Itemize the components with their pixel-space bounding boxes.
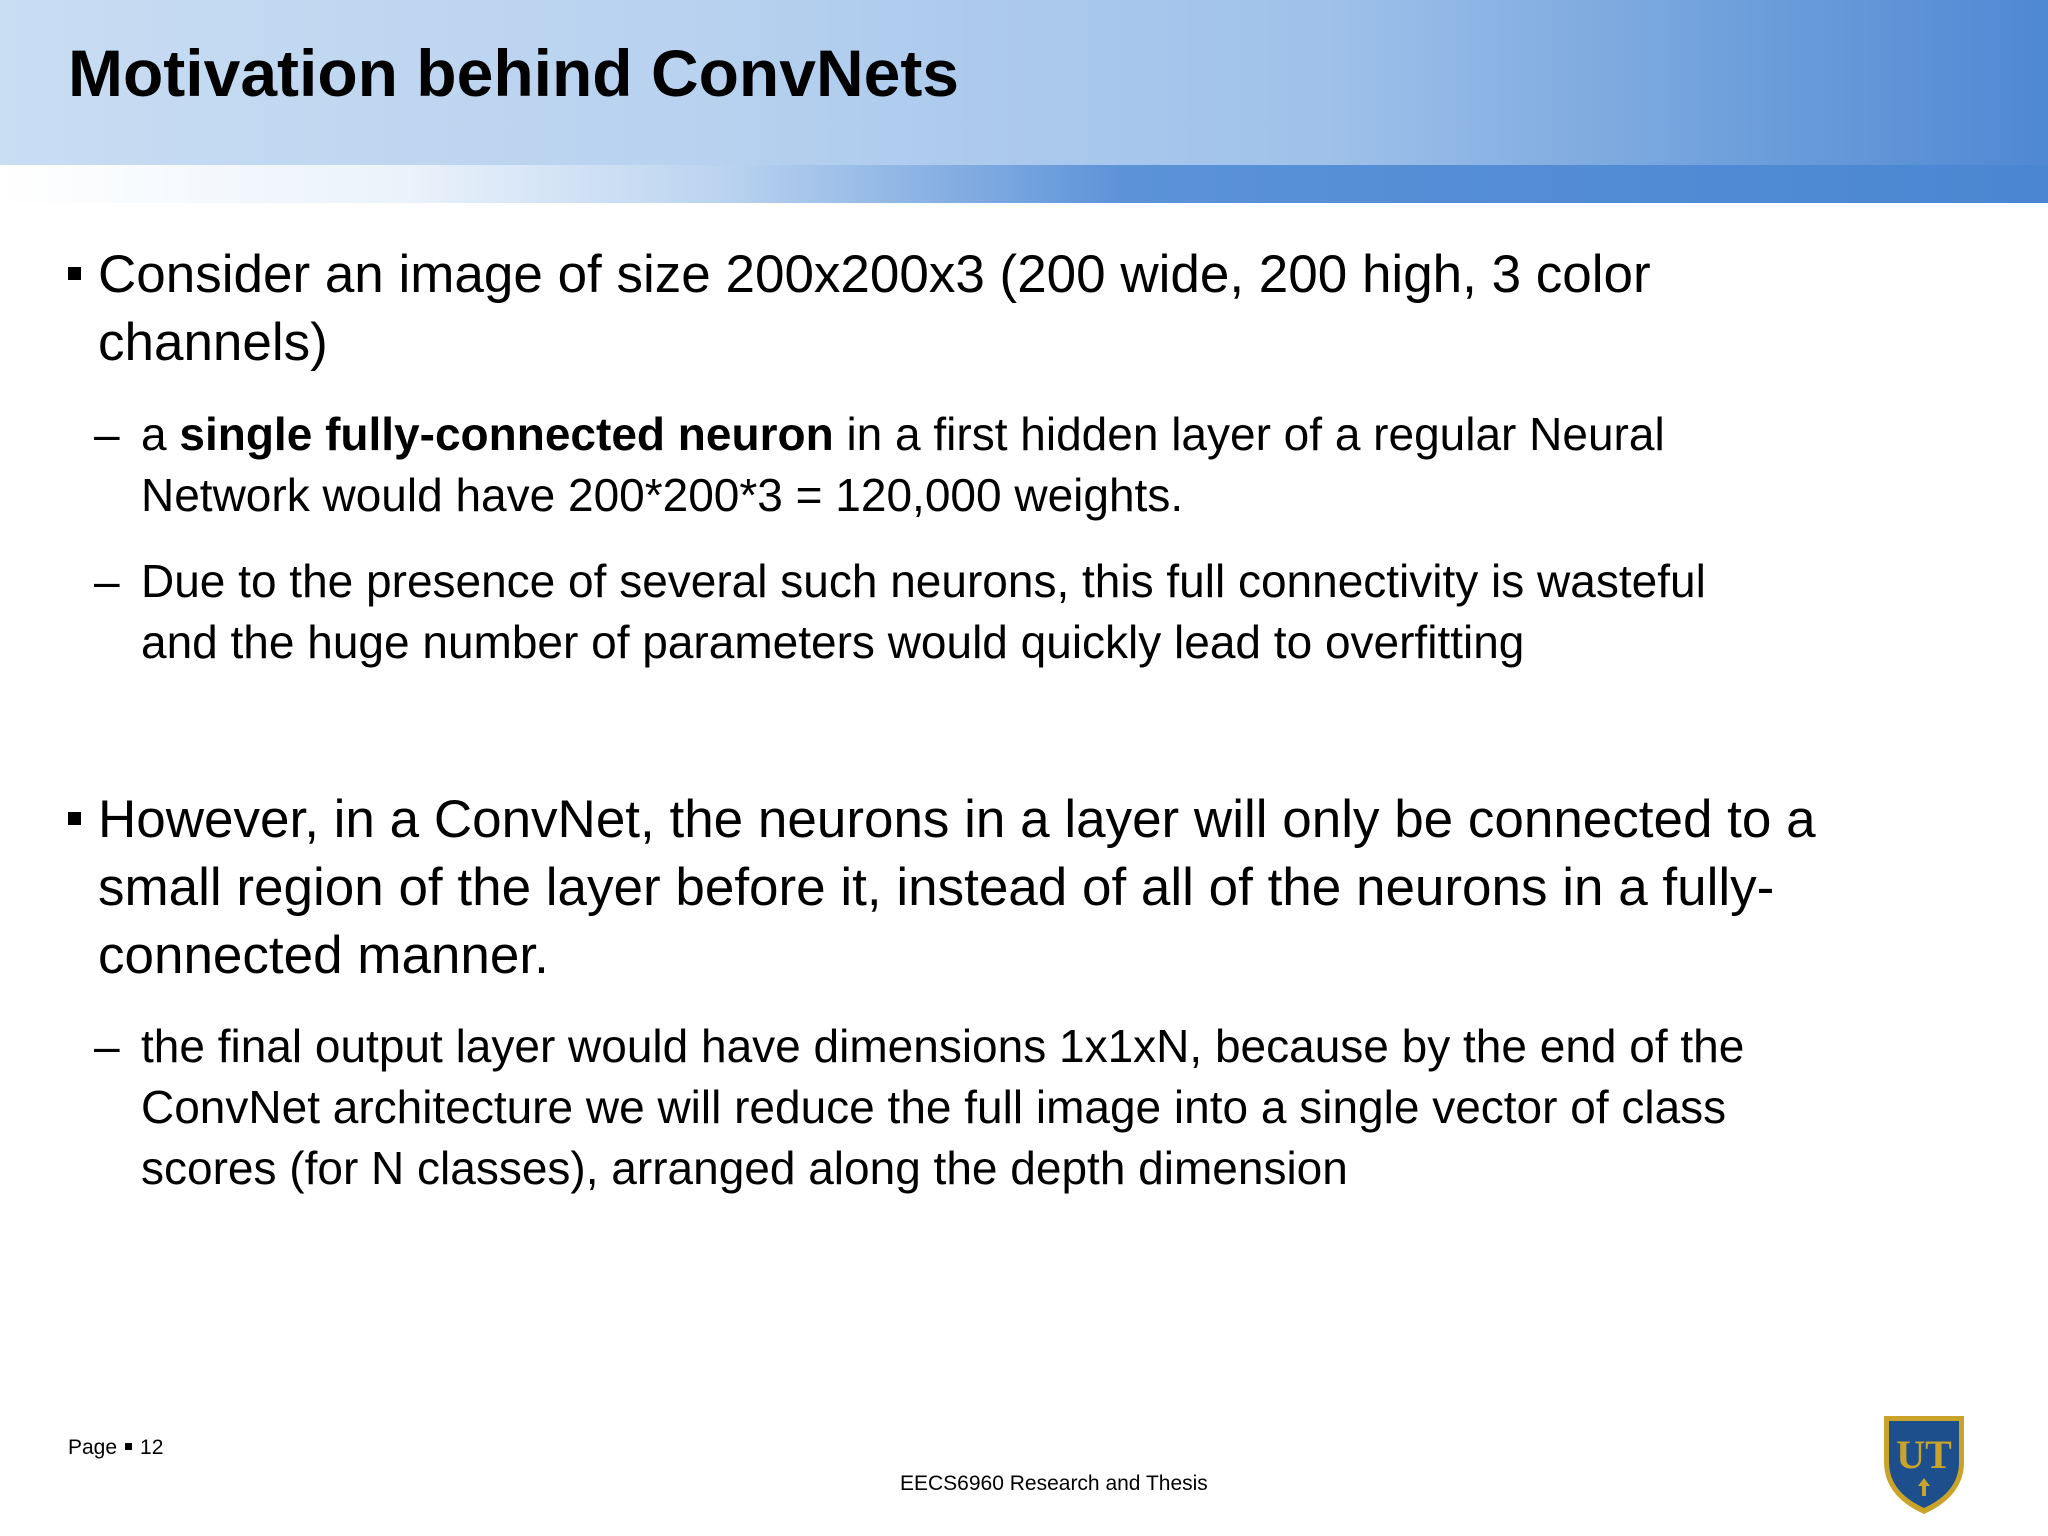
university-shield-logo-icon [1876, 1412, 1972, 1516]
square-separator-icon [125, 1443, 132, 1450]
bullet-1-text: Consider an image of size 200x200x3 (200 wide, 200 high, 3 color channels) [98, 245, 1651, 372]
page-number: Page 12 [68, 1436, 164, 1459]
bullet-2-text: However, in a ConvNet, the neurons in a layer will only be connected to a small region of the layer before it, instead of all of the neurons in a fully- connected manner. [98, 790, 1816, 985]
square-bullet-icon [68, 812, 81, 825]
header-accent-bar [0, 165, 2048, 203]
emphasis-text: single fully-connected neuron [179, 408, 834, 460]
course-name: EECS6960 Research and Thesis [900, 1472, 1208, 1495]
logo-text: UT [1896, 1432, 1952, 1477]
slide-title: Motivation behind ConvNets [68, 36, 959, 110]
square-bullet-icon [68, 267, 81, 280]
dash-bullet: – [94, 555, 120, 607]
dash-bullet: – [94, 1020, 120, 1072]
dash-bullet: – [94, 408, 120, 460]
